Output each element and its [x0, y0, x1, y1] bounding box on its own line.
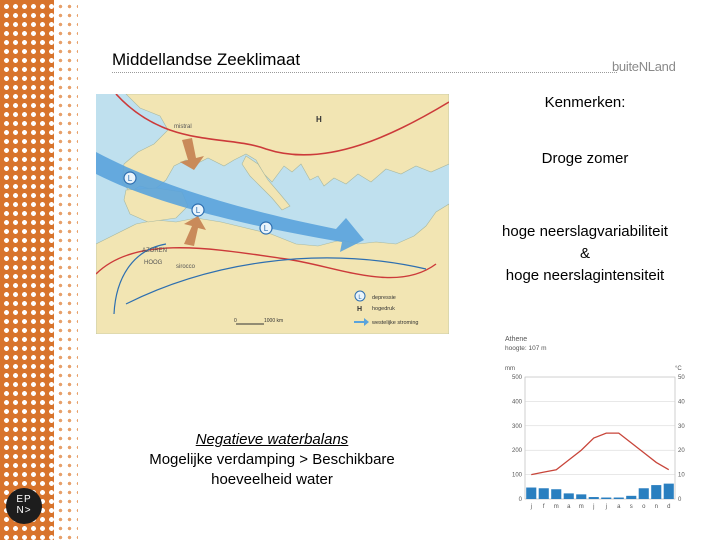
svg-text:L: L	[358, 295, 362, 301]
climate-tick-left: 100	[511, 472, 522, 479]
title-divider	[112, 72, 617, 73]
logo-text-bottom: N>	[16, 505, 32, 516]
low-pressure-marker	[124, 172, 136, 184]
map-label-mistral: mistral	[174, 124, 192, 130]
climate-tick-left: 200	[511, 448, 522, 455]
decorative-side-pattern	[0, 0, 78, 540]
precipitation-bar	[539, 488, 549, 499]
waterbalans-heading: Negatieve waterbalans	[195, 431, 349, 448]
climate-tick-left: 300	[511, 423, 522, 430]
precipitation-bar	[551, 489, 561, 499]
climate-tick-left: 400	[511, 399, 522, 406]
map-scale-zero: 0	[234, 318, 237, 324]
waterbalans-block	[112, 430, 432, 490]
map-scale-km: 1000 km	[264, 318, 284, 324]
precipitation-bar	[664, 484, 674, 499]
climate-tick-left: 500	[511, 375, 522, 381]
climate-month-label: m	[553, 504, 559, 510]
legend-hogedruk: hogedruk	[372, 306, 395, 312]
climate-month-label: f	[542, 504, 545, 510]
climate-tick-right: 40	[678, 399, 685, 406]
svg-text:L: L	[127, 174, 133, 183]
climate-month-label: d	[667, 504, 671, 510]
kenmerken-label: Kenmerken:	[544, 94, 626, 111]
climate-tick-right: 50	[678, 375, 685, 381]
svg-text:H: H	[357, 306, 363, 313]
droge-zomer-text: Droge zomer	[541, 150, 629, 167]
low-pressure-marker	[260, 222, 272, 234]
svg-text:L: L	[263, 224, 269, 233]
map-label-h: H	[316, 115, 322, 124]
waterbalans-line1: Mogelijke verdamping > Beschikbare	[149, 451, 395, 468]
climate-map	[96, 94, 449, 334]
climate-month-label: s	[629, 504, 633, 510]
climate-unit-right: °C	[675, 366, 682, 372]
climate-tick-right: 30	[678, 423, 685, 430]
map-label-hoog: HOOG	[144, 260, 163, 266]
climate-month-label: n	[654, 504, 658, 510]
precipitation-bar	[626, 496, 636, 499]
waterbalans-line2: hoeveelheid water	[211, 471, 333, 488]
svg-text:L: L	[195, 206, 201, 215]
climate-month-label: j	[530, 504, 532, 510]
climate-month-label: o	[642, 504, 646, 510]
epn-logo	[6, 488, 42, 524]
climate-station: Athene	[505, 336, 528, 343]
climate-frame	[525, 377, 675, 499]
climate-diagram	[473, 333, 693, 513]
slide-title: Middellandse Zeeklimaat	[112, 50, 301, 69]
brand-logo: buiteNLand	[612, 59, 676, 74]
precipitation-bar	[526, 488, 536, 499]
climate-height: hoogte: 107 m	[505, 345, 547, 352]
climate-month-label: a	[617, 504, 621, 510]
neerslagvariabiliteit-text: hoge neerslagvariabiliteit	[502, 223, 668, 240]
map-label-sirocco: sirocco	[176, 264, 196, 270]
climate-tick-right: 0	[678, 497, 682, 503]
climate-month-label: j	[593, 504, 595, 510]
precipitation-bar	[589, 497, 599, 499]
precipitation-bar	[564, 493, 574, 499]
precipitation-bar	[614, 498, 624, 499]
precipitation-bar	[601, 498, 611, 499]
climate-month-label: m	[578, 504, 584, 510]
legend-depressie: depressie	[372, 295, 396, 301]
climate-tick-left: 0	[518, 497, 522, 503]
ampersand-text: &	[579, 245, 590, 262]
precipitation-bar	[576, 494, 586, 499]
climate-month-label: a	[567, 504, 571, 510]
climate-tick-right: 20	[678, 448, 685, 455]
legend-westelijk: westelijke stroming	[372, 320, 419, 326]
climate-unit-left: mm	[505, 366, 515, 372]
neerslagintensiteit-text: hoge neerslagintensiteit	[505, 267, 665, 284]
precipitation-bar	[651, 485, 661, 499]
map-label-azoren: AZOREN	[142, 248, 168, 254]
precipitation-bar	[639, 488, 649, 499]
climate-tick-right: 10	[678, 472, 685, 479]
logo-text-top: EP	[16, 494, 32, 505]
climate-month-label: j	[605, 504, 607, 510]
temperature-line	[531, 433, 669, 474]
low-pressure-marker	[192, 204, 204, 216]
